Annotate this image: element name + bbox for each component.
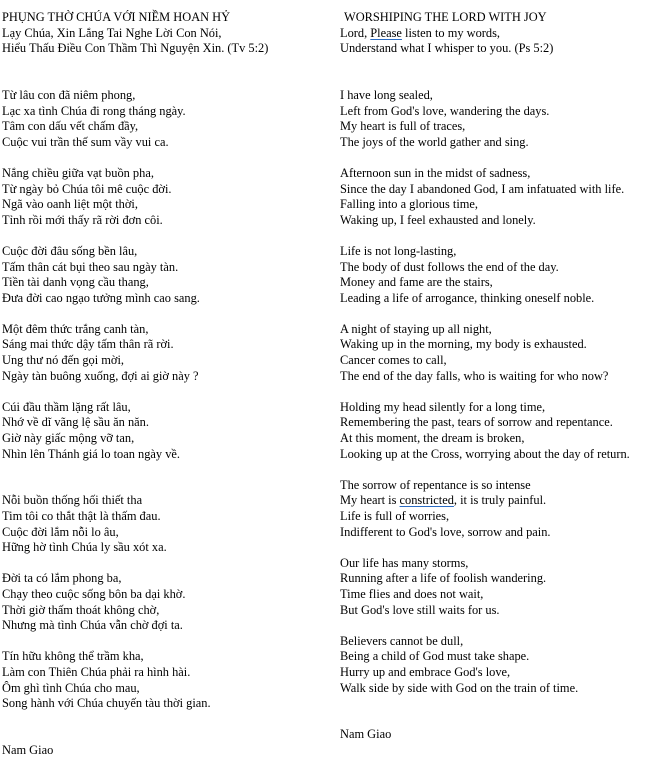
verse-line: Our life has many storms, bbox=[340, 555, 469, 570]
verse-line: Tâm con dấu vết chấm đầy, bbox=[2, 119, 139, 134]
verse-line: Ngã vào oanh liệt một thời, bbox=[2, 197, 138, 212]
verse-line: Cancer comes to call, bbox=[340, 353, 447, 368]
verse-text: , it is truly painful. bbox=[453, 493, 547, 508]
verse-line: Falling into a glorious time, bbox=[340, 197, 479, 212]
stanza-3-vi bbox=[2, 244, 327, 306]
stanza-5-en bbox=[340, 400, 652, 462]
verse-text: My heart is bbox=[340, 493, 400, 508]
verse-line: Thời giờ thấm thoát không chờ, bbox=[2, 602, 160, 617]
verse-line: Nhìn lên Thánh giá lo toan ngày về. bbox=[2, 446, 181, 461]
verse-line: Song hành với Chúa chuyến tàu thời gian. bbox=[2, 696, 211, 711]
verse-line: A night of staying up all night, bbox=[340, 321, 492, 336]
verse-line: Tiền tài danh vọng cầu thang, bbox=[2, 275, 149, 290]
verse-line: At this moment, the dream is broken, bbox=[340, 431, 525, 446]
verse-line: The joys of the world gather and sing. bbox=[340, 134, 529, 149]
verse-line: Looking up at the Cross, worrying about the day of return. bbox=[340, 446, 630, 461]
verse-line: Cuộc đời lắm nỗi lo âu, bbox=[2, 524, 119, 539]
verse-line: Cuộc vui trần thế sum vầy vui ca. bbox=[2, 134, 169, 149]
epigraph-line-1-vi: Lạy Chúa, Xin Lắng Tai Nghe Lời Con Nói, bbox=[2, 25, 222, 40]
verse-line: Time flies and does not wait, bbox=[340, 586, 484, 601]
english-poem-column bbox=[340, 10, 652, 743]
verse-line: Tín hữu không thể trầm kha, bbox=[2, 649, 144, 664]
epigraph-text: Lord, bbox=[340, 25, 371, 40]
stanza-2-vi bbox=[2, 166, 327, 228]
verse-line: Afternoon sun in the midst of sadness, bbox=[340, 165, 531, 180]
verse-line: Ôm ghì tình Chúa cho mau, bbox=[2, 680, 140, 695]
verse-line: Tim tôi co thắt thật là thấm đau. bbox=[2, 509, 161, 523]
epigraph-text: listen to my words, bbox=[401, 25, 501, 40]
verse-line bbox=[340, 493, 652, 509]
verse-line: Holding my head silently for a long time, bbox=[340, 399, 546, 414]
verse-line: Being a child of God must take shape. bbox=[340, 649, 530, 664]
verse-line: Running after a life of foolish wandering. bbox=[340, 571, 547, 586]
verse-line: Hững hờ tình Chúa ly sầu xót xa. bbox=[2, 540, 167, 555]
verse-line: Nhớ về dĩ vãng lệ sầu ăn năn. bbox=[2, 415, 149, 430]
verse-line: Walk side by side with God on the train of time. bbox=[340, 680, 579, 695]
verse-line: Nhưng mà tình Chúa vẫn chờ đợi ta. bbox=[2, 618, 183, 633]
poem-title-en: WORSHIPING THE LORD WITH JOY bbox=[344, 10, 547, 24]
verse-line: Hurry up and embrace God's love, bbox=[340, 664, 511, 679]
epigraph-line-1-en bbox=[340, 26, 652, 42]
stanza-6-en bbox=[340, 478, 652, 540]
verse-line: Nắng chiều giữa vạt buồn pha, bbox=[2, 165, 154, 180]
stanza-3-en bbox=[340, 244, 652, 306]
epigraph-line-2-en: Understand what I whisper to you. (Ps 5:2) bbox=[340, 41, 554, 56]
stanza-4-en bbox=[340, 322, 652, 384]
verse-line: Chạy theo cuộc sống bôn ba dại khờ. bbox=[2, 586, 186, 601]
verse-line: Đưa đời cao ngạo tưởng mình cao sang. bbox=[2, 290, 200, 305]
verse-line: Indifferent to God's love, sorrow and pain. bbox=[340, 524, 551, 539]
verse-line: Ung thư nó đến gọi mời, bbox=[2, 353, 125, 368]
verse-line: Life is not long-lasting, bbox=[340, 243, 457, 258]
verse-line: Sáng mai thức dậy tấm thân rã rời. bbox=[2, 337, 174, 352]
verse-line: Waking up, I feel exhausted and lonely. bbox=[340, 212, 536, 227]
stanza-1-vi bbox=[2, 88, 327, 150]
epigraph-line-2-vi: Hiểu Thấu Điều Con Thầm Thì Nguyện Xin. (Tv 5:2) bbox=[2, 41, 269, 56]
verse-line: Lạc xa tình Chúa đi rong tháng ngày. bbox=[2, 103, 186, 118]
stanza-1-en bbox=[340, 88, 652, 150]
verse-line: Từ ngày bỏ Chúa tôi mê cuộc đời. bbox=[2, 181, 172, 196]
verse-line: My heart is full of traces, bbox=[340, 119, 466, 134]
vietnamese-poem-column bbox=[2, 10, 327, 759]
stanza-4-vi bbox=[2, 322, 327, 384]
verse-line: But God's love still waits for us. bbox=[340, 602, 500, 617]
verse-line: Từ lâu con đã niêm phong, bbox=[2, 87, 136, 102]
stanza-8-vi bbox=[2, 649, 327, 711]
poem-title-vi: PHỤNG THỜ CHÚA VỚI NIỀM HOAN HỶ bbox=[2, 10, 231, 24]
verse-line: Believers cannot be dull, bbox=[340, 633, 464, 648]
verse-line: Money and fame are the stairs, bbox=[340, 275, 493, 290]
verse-line: Ngày tàn buông xuống, đợi ai giờ này ? bbox=[2, 368, 199, 383]
stanza-2-en bbox=[340, 166, 652, 228]
verse-line: Left from God's love, wandering the days. bbox=[340, 103, 550, 118]
verse-line: Tấm thân cát bụi theo sau ngày tàn. bbox=[2, 259, 179, 274]
stanza-6-vi bbox=[2, 493, 327, 555]
verse-line: The body of dust follows the end of the day. bbox=[340, 259, 559, 274]
verse-line: I have long sealed, bbox=[340, 87, 433, 102]
verse-line: Leading a life of arrogance, thinking oneself noble. bbox=[340, 290, 595, 305]
stanza-7-en bbox=[340, 556, 652, 618]
stanza-5-vi bbox=[2, 400, 327, 462]
verse-line: The sorrow of repentance is so intense bbox=[340, 477, 531, 492]
verse-line: Giờ này giấc mộng vỡ tan, bbox=[2, 431, 135, 446]
author-signature-vi: Nam Giao bbox=[2, 742, 54, 757]
verse-line: Remembering the past, tears of sorrow and repentance. bbox=[340, 415, 613, 430]
stanza-7-vi bbox=[2, 571, 327, 633]
verse-line: Cúi đầu thầm lặng rất lâu, bbox=[2, 399, 131, 414]
verse-line: Since the day I abandoned God, I am infatuated with life. bbox=[340, 181, 625, 196]
verse-line: Một đêm thức trắng canh tàn, bbox=[2, 321, 149, 336]
spellcheck-underlined-word: constricted bbox=[399, 493, 454, 508]
author-signature-en: Nam Giao bbox=[340, 727, 392, 742]
verse-line: Nỗi buồn thống hối thiết tha bbox=[2, 493, 143, 508]
verse-line: Làm con Thiên Chúa phải ra hình hài. bbox=[2, 664, 191, 679]
verse-line: Waking up in the morning, my body is exhausted. bbox=[340, 337, 587, 352]
verse-line: Tỉnh rồi mới thấy rã rời đơn côi. bbox=[2, 212, 163, 227]
verse-line: Đời ta có lắm phong ba, bbox=[2, 571, 122, 586]
stanza-8-en bbox=[340, 634, 652, 696]
spellcheck-underlined-word: Please bbox=[370, 25, 402, 40]
verse-line: Life is full of worries, bbox=[340, 509, 450, 523]
verse-line: Cuộc đời đâu sống bền lâu, bbox=[2, 243, 138, 258]
verse-line: The end of the day falls, who is waiting for who now? bbox=[340, 368, 609, 383]
